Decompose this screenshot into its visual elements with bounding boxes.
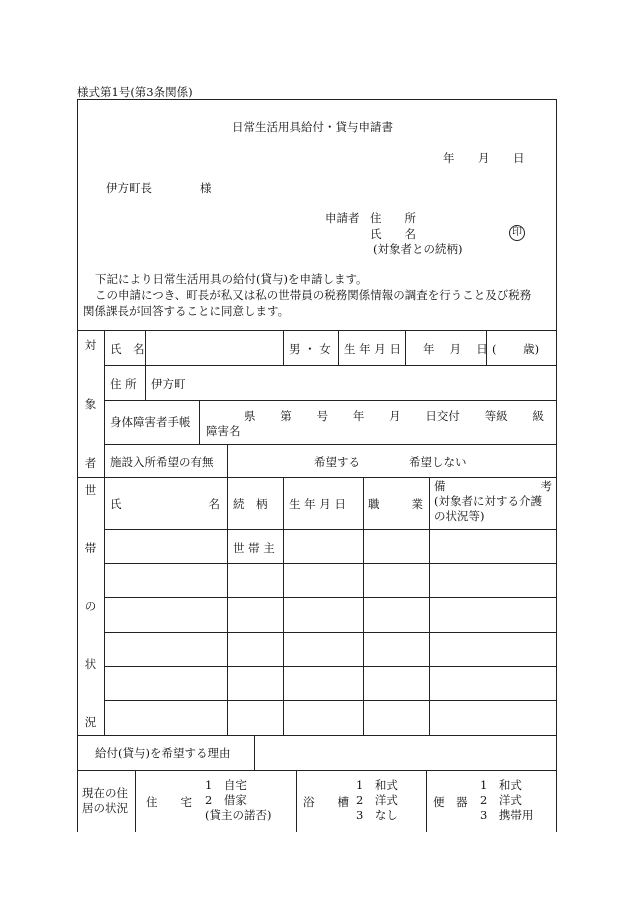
bath-option-western[interactable]: 2 洋式 (356, 793, 398, 807)
house-option-own[interactable]: 1 自宅 (205, 778, 247, 792)
household-remarks-header (434, 479, 552, 524)
household-head-relation: 世 帯 主 (233, 541, 275, 555)
subject-side-char: 者 (84, 456, 97, 470)
subject-address-label: 住 所 (110, 377, 137, 391)
household-remarks-header-1: 備 (434, 479, 446, 493)
housing-house-options (205, 778, 271, 823)
seal-mark (509, 224, 525, 241)
housing-toilet-label: 便 器 (433, 795, 468, 809)
subject-name-label: 氏 名 (110, 342, 145, 356)
toilet-option-portable[interactable]: 3 携帯用 (480, 808, 534, 822)
date-day: 日 (513, 151, 525, 165)
bath-option-none[interactable]: 3 なし (356, 808, 398, 822)
household-remarks-header-2: 考 (540, 479, 552, 493)
applicant-address-label: 住 所 (370, 211, 416, 225)
household-dob-header: 生 年 月 日 (289, 497, 346, 511)
applicant-label: 申請者 (325, 211, 360, 225)
housing-label-1: 現在の住 (82, 786, 128, 800)
reason-input[interactable] (255, 736, 555, 769)
reason-label: 給付(貸与)を希望する理由 (95, 746, 231, 760)
housing-label-2: 居の状況 (82, 801, 128, 815)
household-job-header (368, 496, 423, 512)
body-line-1: 下記により日常生活用具の給付(貸与)を申請します。 (95, 272, 368, 286)
subject-side-char: 象 (84, 397, 97, 411)
subject-side-char: 対 (84, 338, 97, 352)
house-option-landlord: (貸主の諾否) (205, 808, 272, 822)
facility-label: 施設入所希望の有無 (110, 455, 214, 469)
handbook-grade: 等級 (484, 409, 508, 423)
household-name-header-2: 名 (208, 497, 220, 511)
handbook-prefecture: 県 (244, 409, 256, 423)
subject-age: ( 歳) (492, 342, 540, 356)
housing-house-label: 住 宅 (146, 795, 192, 809)
addressee-honorific: 様 (200, 181, 212, 195)
household-side-char: 帯 (84, 541, 97, 555)
household-cell-name[interactable] (105, 530, 227, 563)
addressee-name: 伊方町長 (106, 181, 152, 195)
disability-name-label: 障害名 (206, 424, 241, 438)
household-cell-remarks[interactable] (430, 530, 556, 563)
applicant-relation: (対象者との続柄) (373, 242, 463, 256)
handbook-grade-suffix: 級 (532, 409, 544, 423)
date-year: 年 (443, 151, 455, 165)
subject-dob-value: 年 月 日 (423, 342, 488, 356)
toilet-option-western[interactable]: 2 洋式 (480, 793, 522, 807)
handbook-fields (244, 408, 544, 424)
subject-side-label (77, 337, 104, 471)
household-side-char: 世 (84, 483, 97, 497)
facility-no: 希望しない (409, 455, 467, 469)
handbook-no: 第 (280, 409, 292, 423)
household-side-char: 状 (84, 657, 97, 671)
handbook-year: 年 (352, 409, 365, 423)
household-job-header-1: 職 (368, 497, 380, 511)
toilet-option-japanese[interactable]: 1 和式 (480, 778, 522, 792)
date-month: 月 (478, 151, 490, 165)
subject-sex: 男 ・ 女 (289, 342, 331, 356)
household-relation-header: 続 柄 (233, 497, 268, 511)
housing-label (82, 786, 128, 816)
body-line-3: 関係課長が回答することに同意します。 (83, 304, 290, 318)
housing-bath-label: 浴 槽 (303, 795, 349, 809)
applicant-name-label: 氏 名 (370, 227, 416, 241)
household-job-header-2: 業 (411, 497, 423, 511)
household-rows (105, 530, 556, 735)
household-side-char: 況 (84, 715, 97, 729)
seal-circle: 印 (509, 225, 525, 241)
form-title: 日常生活用具給付・貸与申請書 (232, 120, 393, 134)
household-name-header (110, 496, 220, 512)
subject-dob-label: 生 年 月 日 (344, 342, 401, 356)
household-remarks-sub-1: (対象者に対する介護 (434, 494, 542, 508)
household-cell-dob[interactable] (284, 530, 363, 563)
handbook-month: 月 (389, 409, 401, 423)
household-name-header-1: 氏 (110, 497, 122, 511)
handbook-number-suffix: 号 (316, 409, 329, 423)
bath-option-japanese[interactable]: 1 和式 (356, 778, 398, 792)
household-cell-job[interactable] (364, 530, 429, 563)
household-side-label (77, 482, 104, 730)
housing-toilet-options (480, 778, 533, 823)
subject-address-value: 伊方町 (151, 377, 186, 391)
handbook-issued: 日交付 (425, 409, 460, 423)
form-number: 様式第1号(第3条関係) (77, 85, 193, 99)
body-line-2: この申請につき、町長が私又は私の世帯員の税務関係情報の調査を行うこと及び税務 (95, 288, 532, 302)
house-option-rent[interactable]: 2 借家 (205, 793, 247, 807)
household-side-char: の (84, 599, 97, 613)
household-remarks-sub-2: の状況等) (434, 509, 485, 523)
facility-yes: 希望する (314, 455, 360, 469)
handbook-label: 身体障害者手帳 (110, 415, 191, 429)
housing-bath-options (356, 778, 398, 823)
